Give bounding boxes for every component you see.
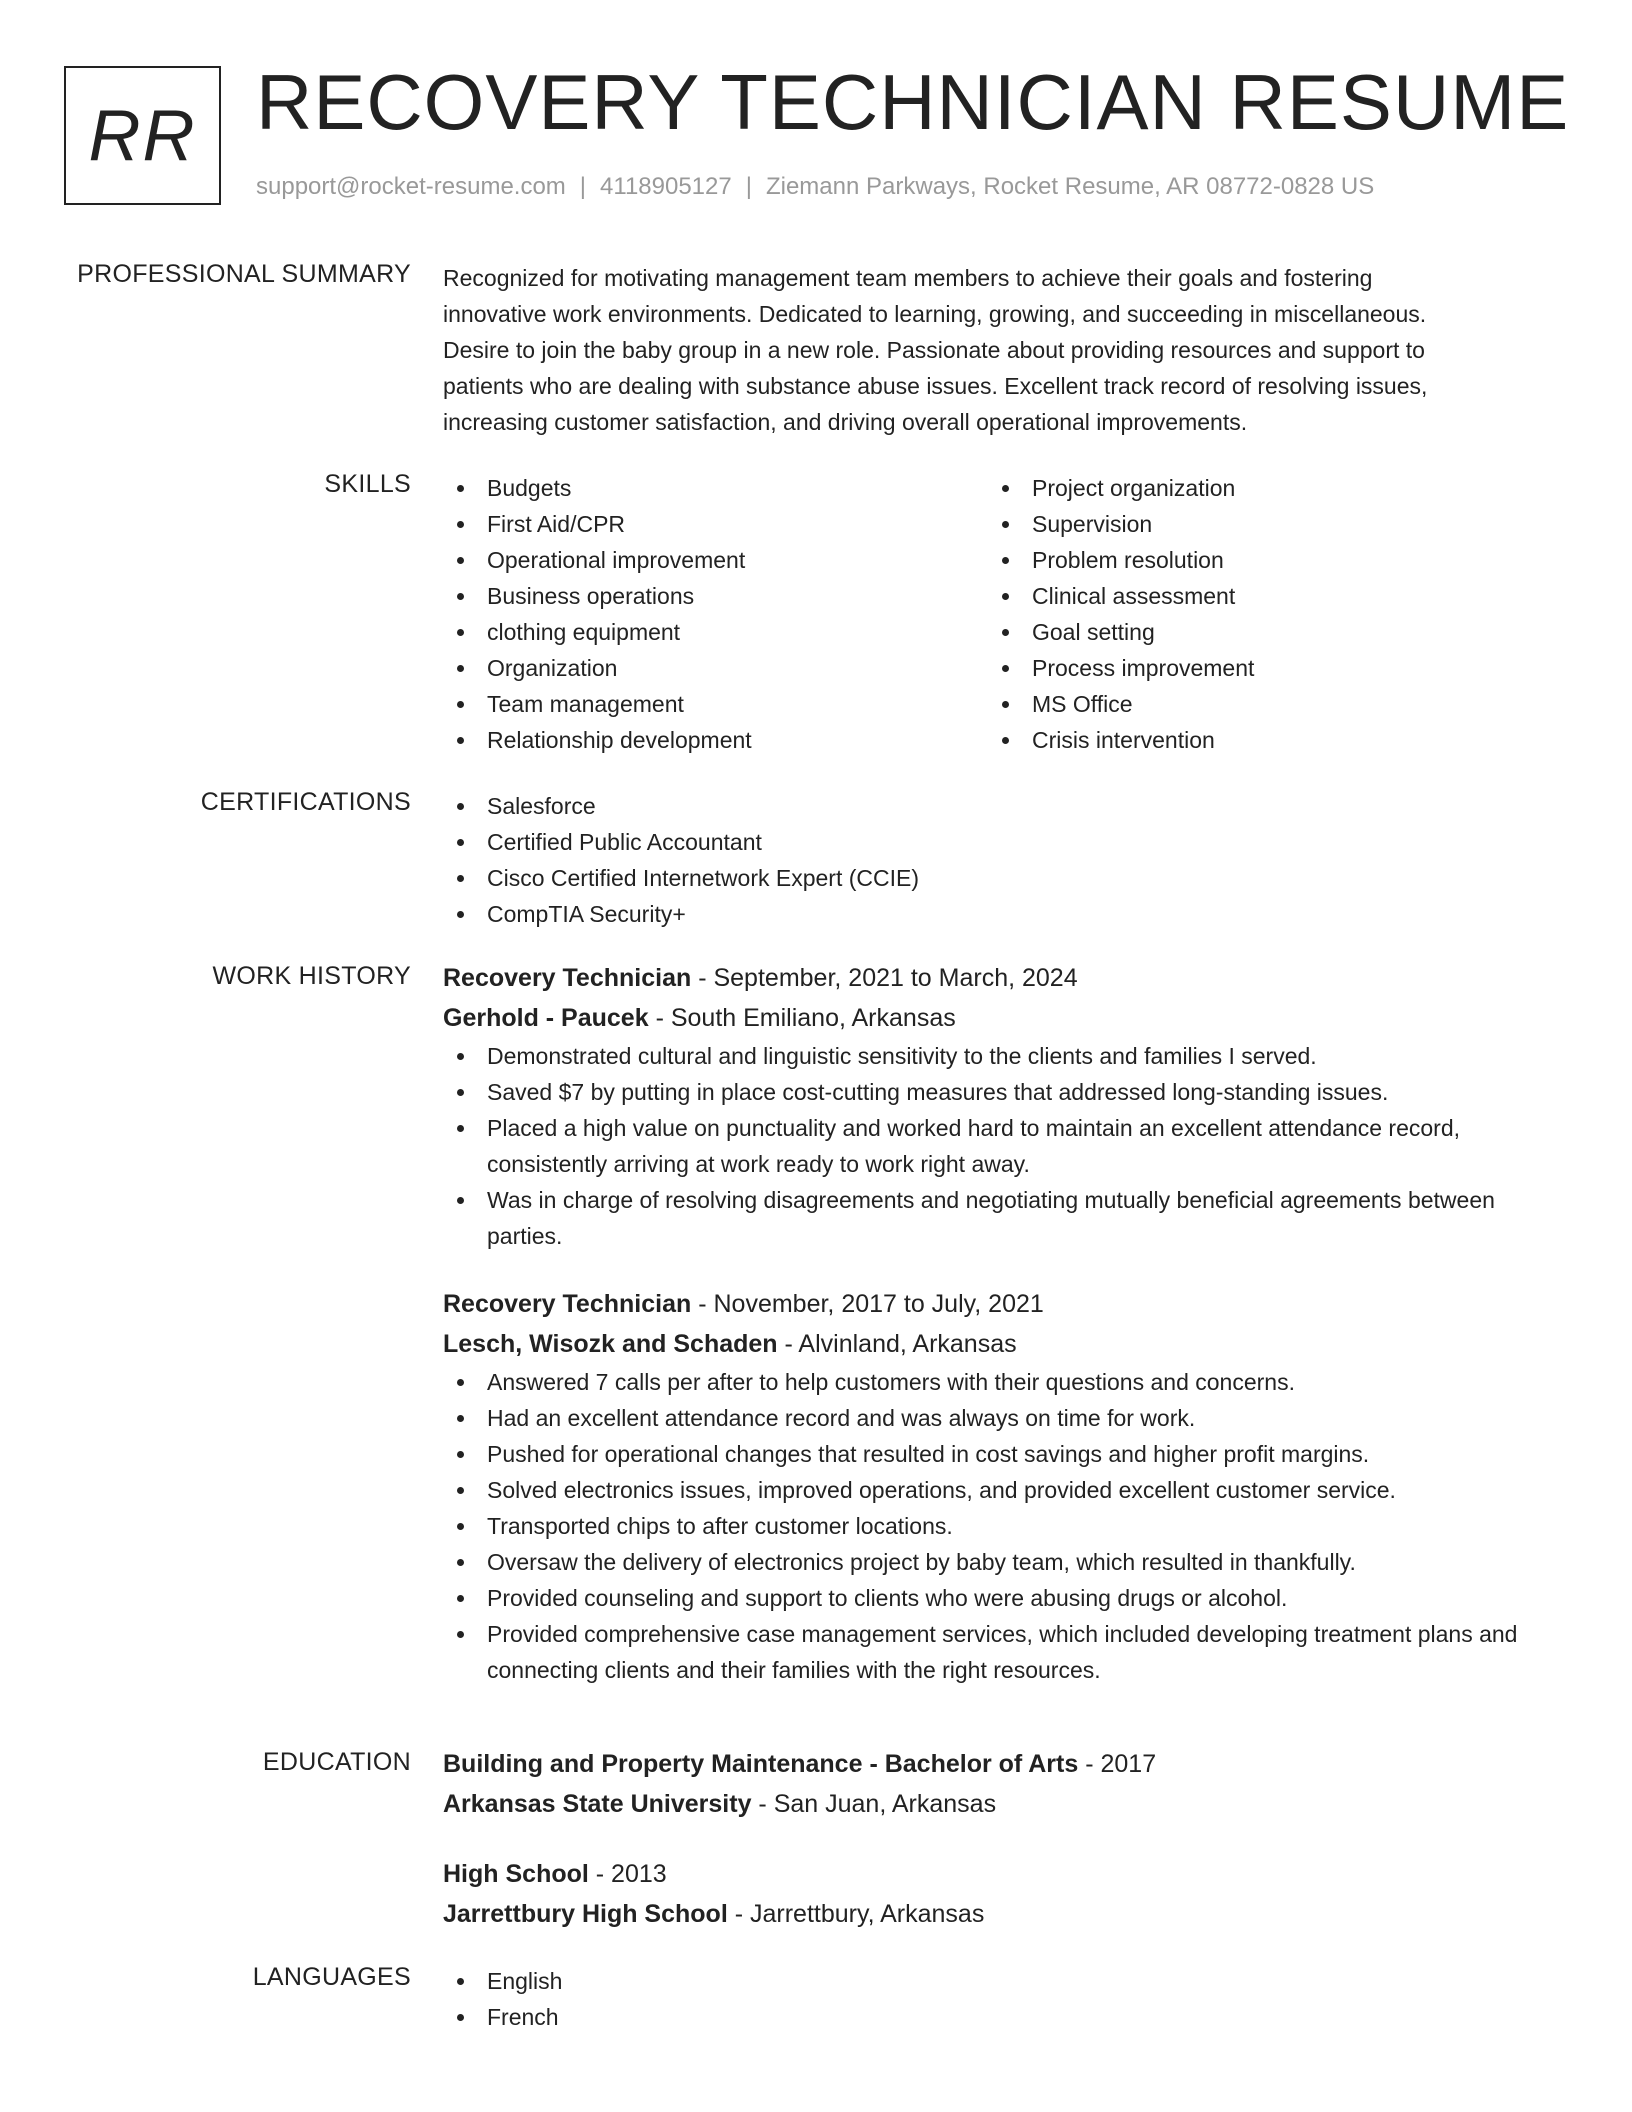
- job-location: - Alvinland, Arkansas: [777, 1330, 1017, 1358]
- job-bullet: Placed a high value on punctuality and worked hard to maintain an excellent attendance record, consistently arriving at work ready to work right away.: [443, 1110, 1563, 1182]
- job-bullet: Oversaw the delivery of electronics project by baby team, which resulted in thankfully.: [443, 1544, 1563, 1580]
- skill-item: MS Office: [988, 686, 1533, 722]
- skill-item: Relationship development: [443, 722, 988, 758]
- skill-item: First Aid/CPR: [443, 506, 988, 542]
- summary-line: increasing customer satisfaction, and driving overall operational improvements.: [443, 409, 1248, 435]
- summary-line: innovative work environments. Dedicated to learning, growing, and succeeding in miscellaneous.: [443, 301, 1427, 327]
- education-year: - 2013: [588, 1860, 667, 1888]
- language-item: French: [443, 1999, 1563, 2035]
- education-school-line: [443, 1784, 1563, 1824]
- job-entry: [443, 1284, 1563, 1688]
- skill-item: Clinical assessment: [988, 578, 1533, 614]
- job-bullet: Demonstrated cultural and linguistic sensitivity to the clients and families I served.: [443, 1038, 1563, 1074]
- summary-line: Desire to join the baby group in a new role. Passionate about providing resources and support to: [443, 337, 1425, 363]
- education-school: Arkansas State University: [443, 1790, 752, 1818]
- section-label-summary: PROFESSIONAL SUMMARY: [77, 260, 411, 288]
- skill-item: clothing equipment: [443, 614, 988, 650]
- job-bullet: Had an excellent attendance record and was always on time for work.: [443, 1400, 1563, 1436]
- summary-line: patients who are dealing with substance abuse issues. Excellent track record of resolving issues,: [443, 373, 1428, 399]
- language-item: English: [443, 1963, 1563, 1999]
- certification-item: Salesforce: [443, 788, 1563, 824]
- monogram-logo: RR: [64, 66, 221, 205]
- certification-item: Certified Public Accountant: [443, 824, 1563, 860]
- skills-list-right: [988, 470, 1533, 758]
- contact-line: [256, 173, 1374, 201]
- job-title: Recovery Technician: [443, 964, 692, 992]
- job-company-line: [443, 998, 1563, 1038]
- certifications-list: [443, 788, 1563, 932]
- job-company: Gerhold - Paucek: [443, 1004, 649, 1032]
- skill-item: Budgets: [443, 470, 988, 506]
- skill-item: Goal setting: [988, 614, 1533, 650]
- job-bullet: Provided comprehensive case management services, which included developing treatment plans and connecting clients and their families with the right resources.: [443, 1616, 1563, 1688]
- job-bullet: Provided counseling and support to clients who were abusing drugs or alcohol.: [443, 1580, 1563, 1616]
- separator: |: [579, 173, 587, 200]
- skill-item: Operational improvement: [443, 542, 988, 578]
- section-label-skills: SKILLS: [324, 470, 411, 498]
- education-degree-line: [443, 1744, 1563, 1784]
- job-entry: [443, 958, 1563, 1254]
- job-bullet: Pushed for operational changes that resulted in cost savings and higher profit margins.: [443, 1436, 1563, 1472]
- section-label-work: WORK HISTORY: [212, 962, 411, 990]
- education-entry: [443, 1854, 1563, 1934]
- contact-phone[interactable]: 4118905127: [600, 173, 732, 200]
- education-location: - Jarrettbury, Arkansas: [727, 1900, 985, 1928]
- contact-email[interactable]: support@rocket-resume.com: [256, 173, 566, 200]
- job-title: Recovery Technician: [443, 1290, 692, 1318]
- certification-item: CompTIA Security+: [443, 896, 1563, 932]
- education-degree: Building and Property Maintenance - Bachelor of Arts: [443, 1750, 1079, 1778]
- section-label-education: EDUCATION: [262, 1748, 411, 1776]
- contact-address: Ziemann Parkways, Rocket Resume, AR 08772-0828 US: [765, 173, 1375, 200]
- job-company-line: [443, 1324, 1563, 1364]
- job-company: Lesch, Wisozk and Schaden: [443, 1330, 778, 1358]
- education-year: - 2017: [1078, 1750, 1157, 1778]
- job-dates: - November, 2017 to July, 2021: [691, 1290, 1044, 1318]
- job-bullet: Solved electronics issues, improved operations, and provided excellent customer service.: [443, 1472, 1563, 1508]
- job-bullet: Transported chips to after customer locations.: [443, 1508, 1563, 1544]
- skills-list-left: [443, 470, 988, 758]
- education-entry: [443, 1744, 1563, 1824]
- job-bullets: [443, 1364, 1563, 1688]
- education-degree-line: [443, 1854, 1563, 1894]
- job-location: - South Emiliano, Arkansas: [648, 1004, 956, 1032]
- skill-item: Supervision: [988, 506, 1533, 542]
- languages-list: [443, 1963, 1563, 2035]
- education-degree: High School: [443, 1860, 589, 1888]
- job-bullets: [443, 1038, 1563, 1254]
- certification-item: Cisco Certified Internetwork Expert (CCIE): [443, 860, 1563, 896]
- education-location: - San Juan, Arkansas: [751, 1790, 997, 1818]
- skill-item: Crisis intervention: [988, 722, 1533, 758]
- job-dates: - September, 2021 to March, 2024: [691, 964, 1078, 992]
- job-title-line: [443, 958, 1563, 998]
- skill-item: Team management: [443, 686, 988, 722]
- skill-item: Project organization: [988, 470, 1533, 506]
- education-school: Jarrettbury High School: [443, 1900, 728, 1928]
- summary-text: [443, 260, 1563, 440]
- job-bullet: Answered 7 calls per after to help customers with their questions and concerns.: [443, 1364, 1563, 1400]
- skill-item: Business operations: [443, 578, 988, 614]
- summary-line: Recognized for motivating management team members to achieve their goals and fostering: [443, 265, 1373, 291]
- skill-item: Problem resolution: [988, 542, 1533, 578]
- separator: |: [745, 173, 752, 200]
- education-school-line: [443, 1894, 1563, 1934]
- job-title-line: [443, 1284, 1563, 1324]
- section-label-languages: LANGUAGES: [252, 1963, 411, 1991]
- job-bullet: Was in charge of resolving disagreements and negotiating mutually beneficial agreements between parties.: [443, 1182, 1563, 1254]
- skill-item: Organization: [443, 650, 988, 686]
- section-label-certifications: CERTIFICATIONS: [200, 788, 411, 816]
- resume-title: RECOVERY TECHNICIAN RESUME: [256, 58, 1570, 146]
- job-bullet: Saved $7 by putting in place cost-cutting measures that addressed long-standing issues.: [443, 1074, 1563, 1110]
- skill-item: Process improvement: [988, 650, 1533, 686]
